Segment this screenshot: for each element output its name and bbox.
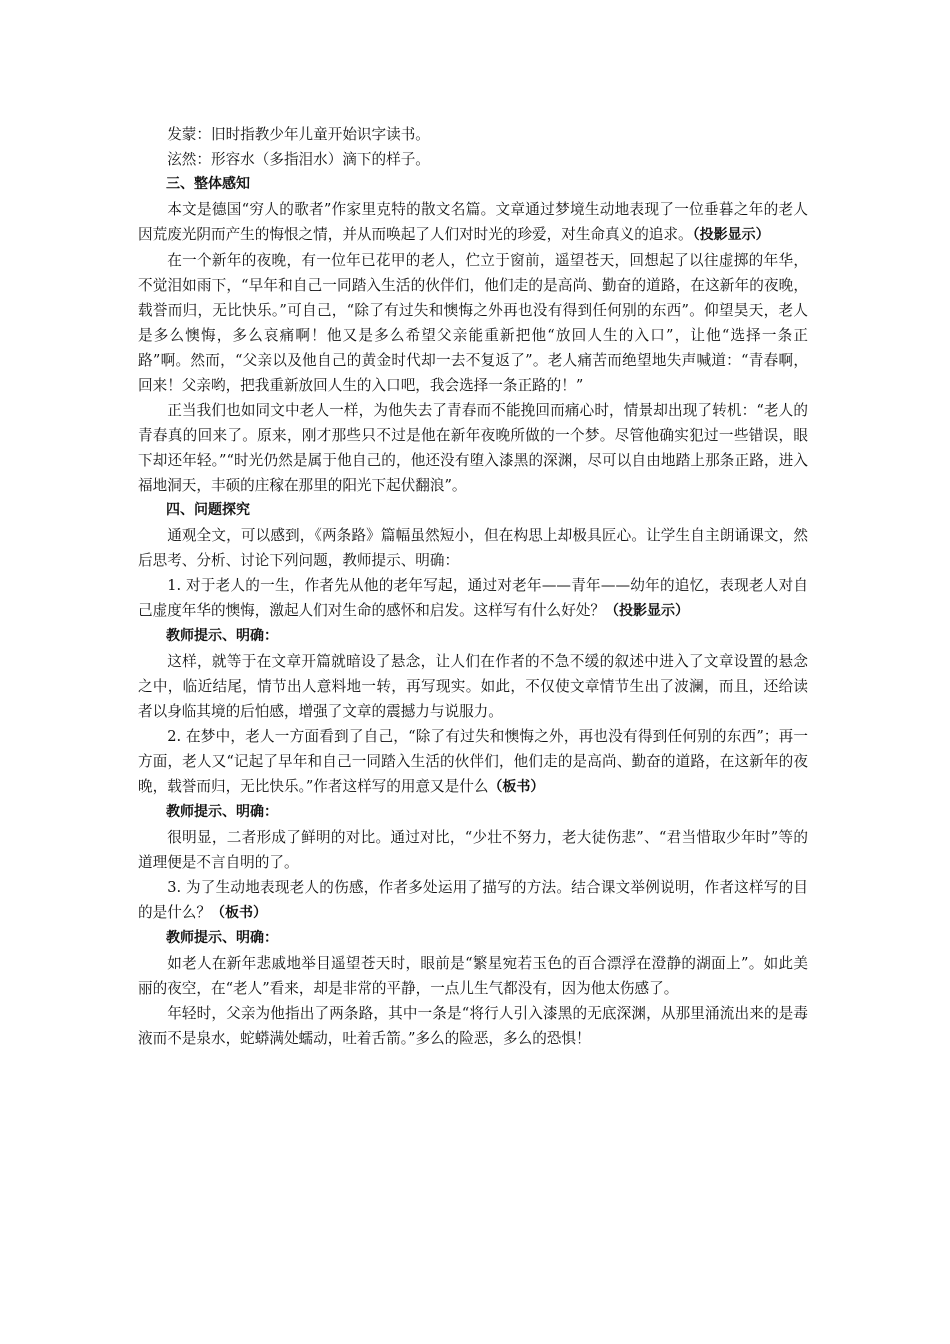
board-note: （板书） bbox=[210, 905, 267, 921]
section-heading: 三、整体感知 bbox=[166, 176, 250, 192]
paragraph: 这样，就等于在文章开篇就暗设了悬念，让人们在作者的不急不缓的叙述中进入了文章设置的悬念之中，临近结尾，情节出人意料地一转，再写现实。如此，不仅使文章情节生出了波澜，而且，还给读者以身临其境的后怕感，增强了文章的震撼力与说服力。 bbox=[138, 653, 808, 720]
question-3 bbox=[138, 875, 808, 926]
question-2 bbox=[138, 724, 808, 800]
paragraph bbox=[138, 197, 808, 248]
question-text: 2. 在梦中，老人一方面看到了自己，“除了有过失和懊悔之外，再也没有得到任何别的东西”；再一方面，老人又“记起了早年和自己一同踏入生活的伙伴们，他们走的是高尚、勤奋的道路，在这新年的夜晚，载誉而归，无比快乐。”作者这样写的用意又是什么 bbox=[138, 728, 808, 795]
paragraph: 通观全文，可以感到，《两条路》篇幅虽然短小，但在构思上却极具匠心。让学生自主朗诵课文，然后思考、分析、讨论下列问题，教师提示、明确： bbox=[138, 527, 808, 569]
projection-note: （投影显示） bbox=[692, 227, 770, 243]
question-text: 3. 为了生动地表现老人的伤感，作者多处运用了描写的方法。结合课文举例说明，作者这样写的目的是什么？ bbox=[138, 879, 808, 921]
definition-line: 泫然：形容水（多指泪水）滴下的样子。 bbox=[167, 151, 430, 168]
paragraph: 年轻时，父亲为他指出了两条路，其中一条是“将行人引入漆黑的无底深渊，从那里涌流出来的是毒液而不是泉水，蛇蟒满处蠕动，吐着舌箭。”多么的险恶，多么的恐惧！ bbox=[138, 1005, 808, 1047]
paragraph: 很明显，二者形成了鲜明的对比。通过对比，“少壮不努力，老大徒伤悲”、“君当惜取少年时”等的道理便是不言自明的了。 bbox=[138, 829, 808, 871]
teacher-hint-heading: 教师提示、明确： bbox=[166, 804, 278, 820]
question-text: 1. 对于老人的一生，作者先从他的老年写起，通过对老年——青年——幼年的追忆，表现老人对自己虚度年华的懊悔，激起人们对生命的感怀和启发。这样写有什么好处？ bbox=[138, 577, 808, 619]
section-heading: 四、问题探究 bbox=[166, 502, 250, 518]
teacher-hint-heading: 教师提示、明确： bbox=[166, 628, 278, 644]
paragraph-text: 本文是德国“穷人的歌者”作家里克特的散文名篇。文章通过梦境生动地表现了一位垂暮之年的老人因荒废光阴而产生的悔恨之情，并从而唤起了人们对时光的珍爱，对生命真义的追求。 bbox=[138, 201, 808, 243]
board-note: （板书） bbox=[488, 779, 545, 795]
teacher-hint-heading: 教师提示、明确： bbox=[166, 930, 278, 946]
paragraph: 在一个新年的夜晚，有一位年已花甲的老人，伫立于窗前，遥望苍天，回想起了以往虚掷的年华，不觉泪如雨下，“早年和自己一同踏入生活的伙伴们，他们走的是高尚、勤奋的道路，在这新年的夜晚，载誉而归，无比快乐。”可自己，“除了有过失和懊悔之外再也没有得到任何别的东西”。仰望昊天，老人是多么懊悔，多么哀痛啊！他又是多么希望父亲能重新把他“放回人生的入口”，让他“选择一条正路”啊。然而，“父亲以及他自己的黄金时代却一去不复返了”。老人痛苦而绝望地失声喊道：“青春啊，回来！父亲哟，把我重新放回人生的入口吧，我会选择一条正路的！” bbox=[138, 252, 808, 394]
question-1 bbox=[138, 573, 808, 624]
document-page bbox=[138, 122, 808, 1051]
definition-line: 发蒙：旧时指教少年儿童开始识字读书。 bbox=[167, 126, 430, 143]
paragraph: 如老人在新年悲戚地举目遥望苍天时，眼前是“繁星宛若玉色的百合漂浮在澄静的湖面上”。如此美丽的夜空，在“老人”看来，却是非常的平静，一点儿生气都没有，因为他太伤感了。 bbox=[138, 955, 808, 997]
projection-note: （投影显示） bbox=[605, 603, 690, 619]
paragraph: 正当我们也如同文中老人一样，为他失去了青春而不能挽回而痛心时，情景却出现了转机：“老人的青春真的回来了。原来，刚才那些只不过是他在新年夜晚所做的一个梦。尽管他确实犯过一些错误，眼下却还年轻。”“时光仍然是属于他自己的，他还没有堕入漆黑的深渊，尽可以自由地踏上那条正路，进入福地洞天，丰硕的庄稼在那里的阳光下起伏翻浪”。 bbox=[138, 402, 808, 494]
